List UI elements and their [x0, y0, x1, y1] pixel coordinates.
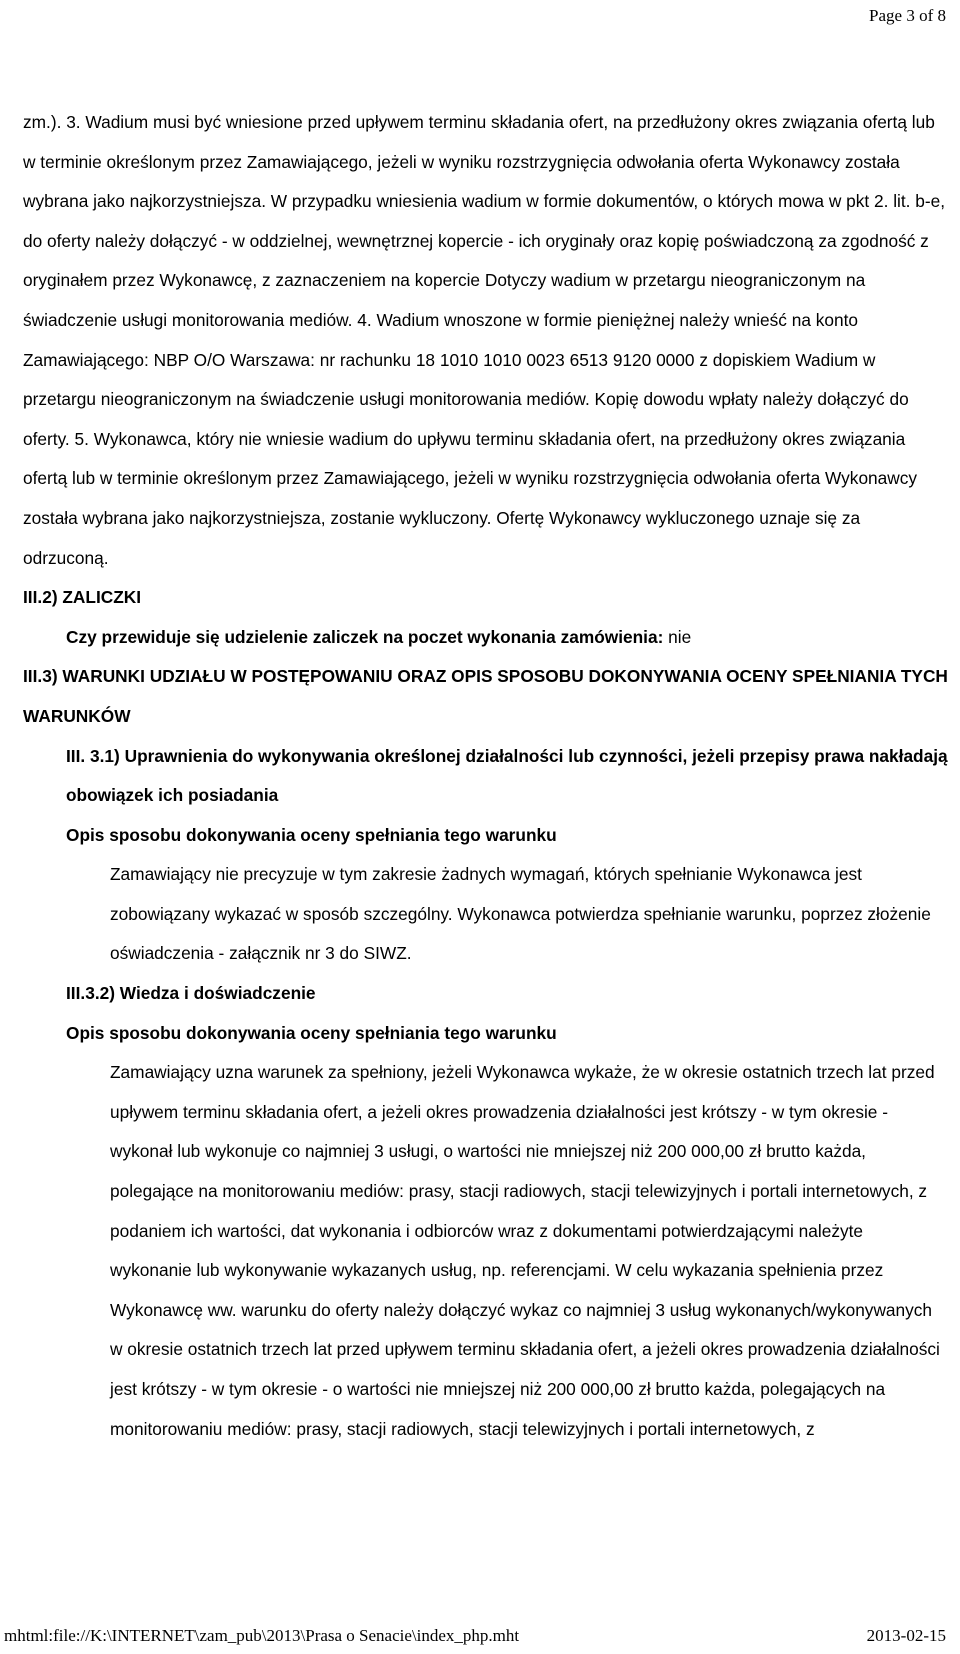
page-indicator: Page 3 of 8 [869, 6, 946, 25]
opis-paragraph-2: Zamawiający uzna warunek za spełniony, jeżeli Wykonawca wykaże, że w okresie ostatnich trzech lat przed upływem terminu składania ofert, a jeżeli okres prowadzenia działalności jest krótszy - w tym okresie - wykonał lub wykonuje co najmniej 3 usługi, o wartości nie mniejszej niż 200 000,00 zł brutto każda, polegające na monitorowaniu mediów: prasy, stacji radiowych, stacji telewizyjnych i portali internetowych, z podaniem ich wartości, dat wykonania i odbiorców wraz z dokumentami potwierdzającymi należyte wykonanie lub wykonywanie wykazanych usług, np. referencjami. W celu wykazania spełnienia przez Wykonawcę ww. warunku do oferty należy dołączyć wykaz co najmniej 3 usług wykonanych/wykonywanych w okresie ostatnich trzech lat przed upływem terminu składania ofert, a jeżeli okres prowadzenia działalności jest krótszy - w tym okresie - o wartości nie mniejszej niż 200 000,00 zł brutto każda, polegających na monitorowaniu mediów: prasy, stacji radiowych, stacji telewizyjnych i portali internetowych, z [110, 1062, 940, 1439]
section-heading-zaliczki: III.2) ZALICZKI [23, 587, 142, 608]
subsection-heading-wiedza: III.3.2) Wiedza i doświadczenie [66, 983, 316, 1004]
document-body [23, 103, 948, 1449]
opis-heading-1: Opis sposobu dokonywania oceny spełniania tego warunku [66, 824, 557, 845]
footer-date: 2013-02-15 [866, 1626, 946, 1645]
footer-file-path: mhtml:file://K:\INTERNET\zam_pub\2013\Prasa o Senacie\index_php.mht [4, 1626, 520, 1645]
zaliczki-answer: nie [668, 626, 692, 647]
zaliczki-question-label: Czy przewiduje się udzielenie zaliczek na poczet wykonania zamówienia: [66, 626, 664, 647]
section-heading-warunki: III.3) WARUNKI UDZIAŁU W POSTĘPOWANIU ORAZ OPIS SPOSOBU DOKONYWANIA OCENY SPEŁNIANIA TYCH WARUNKÓW [23, 666, 948, 726]
opis-paragraph-1: Zamawiający nie precyzuje w tym zakresie żadnych wymagań, których spełnianie Wykonawca jest zobowiązany wykazać w sposób szczególny. Wykonawca potwierdza spełnianie warunku, poprzez złożenie oświadczenia - załącznik nr 3 do SIWZ. [110, 864, 931, 964]
wadium-paragraph: zm.). 3. Wadium musi być wniesione przed upływem terminu składania ofert, na przedłużony okres związania ofertą lub w terminie określonym przez Zamawiającego, jeżeli w wyniku rozstrzygnięcia odwołania oferta Wykonawcy została wybrana jako najkorzystniejsza. W przypadku wniesienia wadium w formie dokumentów, o których mowa w pkt 2. lit. b-e, do oferty należy dołączyć - w oddzielnej, wewnętrznej kopercie - ich oryginały oraz kopię poświadczoną za zgodność z oryginałem przez Wykonawcę, z zaznaczeniem na kopercie Dotyczy wadium w przetargu nieograniczonym na świadczenie usługi monitorowania mediów. 4. Wadium wnoszone w formie pieniężnej należy wnieść na konto Zamawiającego: NBP O/O Warszawa: nr rachunku 18 1010 1010 0023 6513 9120 0000 z dopiskiem Wadium w przetargu nieograniczonym na świadczenie usługi monitorowania mediów. Kopię dowodu wpłaty należy dołączyć do oferty. 5. Wykonawca, który nie wniesie wadium do upływu terminu składania ofert, na przedłużony okres związania ofertą lub w terminie określonym przez Zamawiającego, jeżeli w wyniku rozstrzygnięcia odwołania oferta Wykonawcy została wybrana jako najkorzystniejsza, zostanie wykluczony. Ofertę Wykonawcy wykluczonego uznaje się za odrzuconą. [23, 112, 946, 568]
opis-heading-2: Opis sposobu dokonywania oceny spełniania tego warunku [66, 1022, 557, 1043]
subsection-heading-uprawnienia: III. 3.1) Uprawnienia do wykonywania określonej działalności lub czynności, jeżeli przepisy prawa nakładają obowiązek ich posiadania [66, 745, 948, 806]
zaliczki-question [23, 618, 948, 658]
